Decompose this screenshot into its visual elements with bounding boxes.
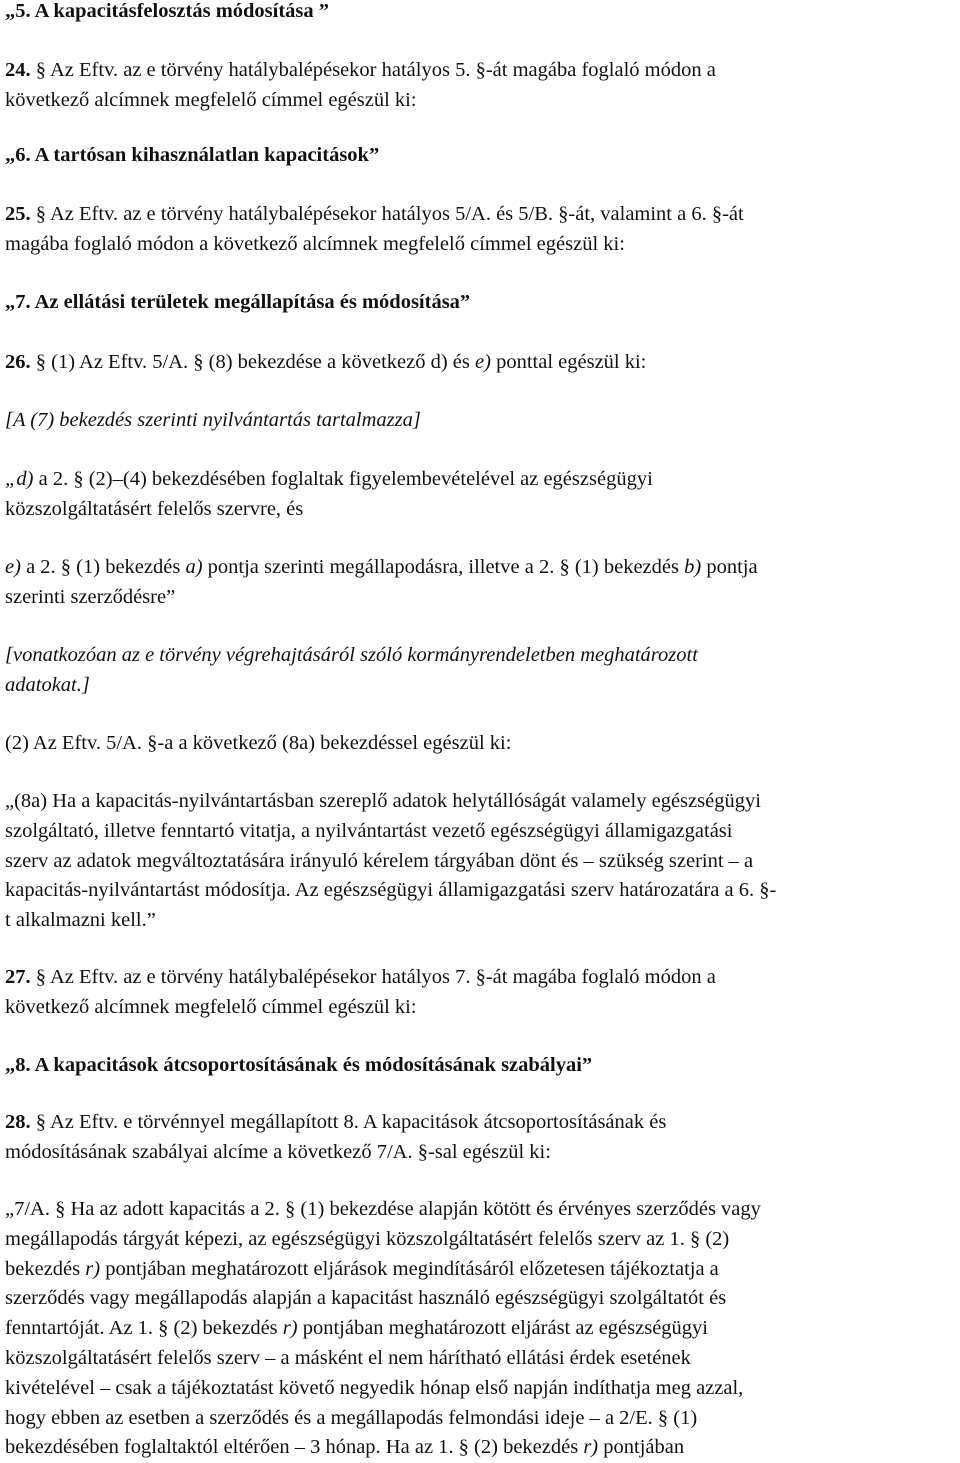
point-r-ref: r) <box>282 1317 298 1340</box>
section-heading-5 <box>5 0 940 27</box>
heading-text: „7. Az ellátási területek megállapítása és módosítása” <box>5 291 471 313</box>
section-heading-8 <box>5 1051 940 1081</box>
point-e-ref: e) <box>475 351 491 373</box>
point-d <box>5 465 940 525</box>
paragraph-line: közszolgáltatásért felelős szerv – a másként el nem hárítható ellátási érdek esetének <box>5 1346 691 1369</box>
paragraph-26-2 <box>5 729 940 759</box>
paragraph-line: hogy ebben az esetben a szerződés és a megállapodás felmondási ideje – a 2/E. § (1) <box>5 1406 698 1429</box>
paragraph-24 <box>5 56 940 116</box>
paragraph-text: § (1) Az Eftv. 5/A. § (8) bekezdése a következő d) és <box>35 351 476 373</box>
paragraph-line: szolgáltató, illetve fenntartó vitatja, a nyilvántartást vezető egészségügyi államigazgatási <box>5 819 733 842</box>
paragraph-line: következő alcímnek megfelelő címmel egészül ki: <box>5 88 417 111</box>
paragraph-line: következő alcímnek megfelelő címmel egészül ki: <box>5 995 417 1018</box>
point-text: pontja <box>701 556 758 578</box>
bracket-note-2 <box>5 641 940 701</box>
point-a-ref: a) <box>185 556 203 578</box>
paragraph-25 <box>5 200 940 260</box>
paragraph-text: pontjában <box>598 1436 685 1459</box>
paragraph-line: „(8a) Ha a kapacitás-nyilvántartásban szereplő adatok helytállóságát valamely egészségügyi <box>5 790 761 812</box>
paragraph-line: szerződés vagy megállapodás alapján a kapacitást használó egészségügyi szolgáltatót és <box>5 1287 727 1310</box>
paragraph-text: ponttal egészül ki: <box>490 351 647 373</box>
heading-text: „6. A tartósan kihasználatlan kapacitások” <box>5 144 380 166</box>
paragraph-8a <box>5 787 940 936</box>
note-line: [vonatkozóan az e törvény végrehajtásáról szóló kormányrendeletben meghatározott <box>5 644 698 666</box>
paragraph-28 <box>5 1108 940 1168</box>
paragraph-line: § Az Eftv. e törvénnyel megállapított 8. A kapacitások átcsoportosításának és <box>35 1111 667 1133</box>
heading-text: „8. A kapacitások átcsoportosításának és módosításának szabályai” <box>5 1054 593 1076</box>
point-e <box>5 553 940 613</box>
paragraph-number: 25. <box>5 203 31 225</box>
paragraph-27 <box>5 963 940 1023</box>
paragraph-line: t alkalmazni kell.” <box>5 909 156 932</box>
bracket-note-1 <box>5 406 940 436</box>
paragraph-line: kivételével – csak a tájékoztatást követő negyedik hónap első napján indíthatja meg azzal, <box>5 1376 744 1399</box>
paragraph-text: pontjában meghatározott eljárások megindításáról előzetesen tájékoztatja a <box>100 1257 719 1280</box>
section-heading-7 <box>5 288 940 318</box>
paragraph-number: 24. <box>5 59 31 81</box>
note-line: adatokat.] <box>5 673 90 696</box>
note-text: [A (7) bekezdés szerinti nyilvántartás tartalmazza] <box>5 409 421 431</box>
point-line: közszolgáltatásért felelős szervre, és <box>5 497 304 520</box>
paragraph-7a <box>5 1195 940 1463</box>
paragraph-26 <box>5 348 940 378</box>
paragraph-line: kapacitás-nyilvántartást módosítja. Az egészségügyi államigazgatási szerv határozatára a 6. §- <box>5 879 777 902</box>
point-line: a 2. § (2)–(4) bekezdésében foglaltak figyelembevételével az egészségügyi <box>33 468 653 490</box>
paragraph-line: megállapodás tárgyát képezi, az egészségügyi közszolgáltatásért felelős szerv az 1. § (2) <box>5 1227 730 1250</box>
paragraph-line: szerv az adatok megváltoztatására irányuló kérelem tárgyában dönt és – szükség szerint – a <box>5 849 754 872</box>
section-heading-6 <box>5 141 940 171</box>
point-r-ref: r) <box>583 1436 599 1459</box>
paragraph-line: § Az Eftv. az e törvény hatálybalépésekor hatályos 5/A. és 5/B. §-át, valamint a 6. §-át <box>35 203 744 225</box>
paragraph-line: magába foglaló módon a következő alcímnek megfelelő címmel egészül ki: <box>5 232 625 255</box>
point-text: pontja szerinti megállapodásra, illetve a 2. § (1) bekezdés <box>202 556 685 578</box>
paragraph-line: § Az Eftv. az e törvény hatálybalépésekor hatályos 5. §-át magába foglaló módon a <box>35 59 716 81</box>
point-letter: „d) <box>5 468 34 490</box>
paragraph-text: bekezdésében foglaltaktól eltérően – 3 hónap. Ha az 1. § (2) bekezdés <box>5 1436 584 1459</box>
paragraph-text: (2) Az Eftv. 5/A. §-a a következő (8a) bekezdéssel egészül ki: <box>5 732 512 754</box>
point-line: szerinti szerződésre” <box>5 585 176 608</box>
paragraph-number: 27. <box>5 966 31 988</box>
paragraph-line: „7/A. § Ha az adott kapacitás a 2. § (1) bekezdése alapján kötött és érvényes szerződés vagy <box>5 1198 761 1220</box>
paragraph-text: fenntartóját. Az 1. § (2) bekezdés <box>5 1317 283 1340</box>
point-text: a 2. § (1) bekezdés <box>20 556 186 578</box>
paragraph-line: § Az Eftv. az e törvény hatálybalépésekor hatályos 7. §-át magába foglaló módon a <box>35 966 716 988</box>
paragraph-number: 26. <box>5 351 31 373</box>
paragraph-number: 28. <box>5 1111 31 1133</box>
point-letter: e) <box>5 556 21 578</box>
heading-text: „5. A kapacitásfelosztás módosítása ” <box>5 0 330 22</box>
paragraph-text: bekezdés <box>5 1257 86 1280</box>
point-b-ref: b) <box>684 556 702 578</box>
paragraph-text: pontjában meghatározott eljárást az egészségügyi <box>297 1317 708 1340</box>
point-r-ref: r) <box>85 1257 101 1280</box>
paragraph-line: módosításának szabályai alcíme a következő 7/A. §-sal egészül ki: <box>5 1140 551 1163</box>
